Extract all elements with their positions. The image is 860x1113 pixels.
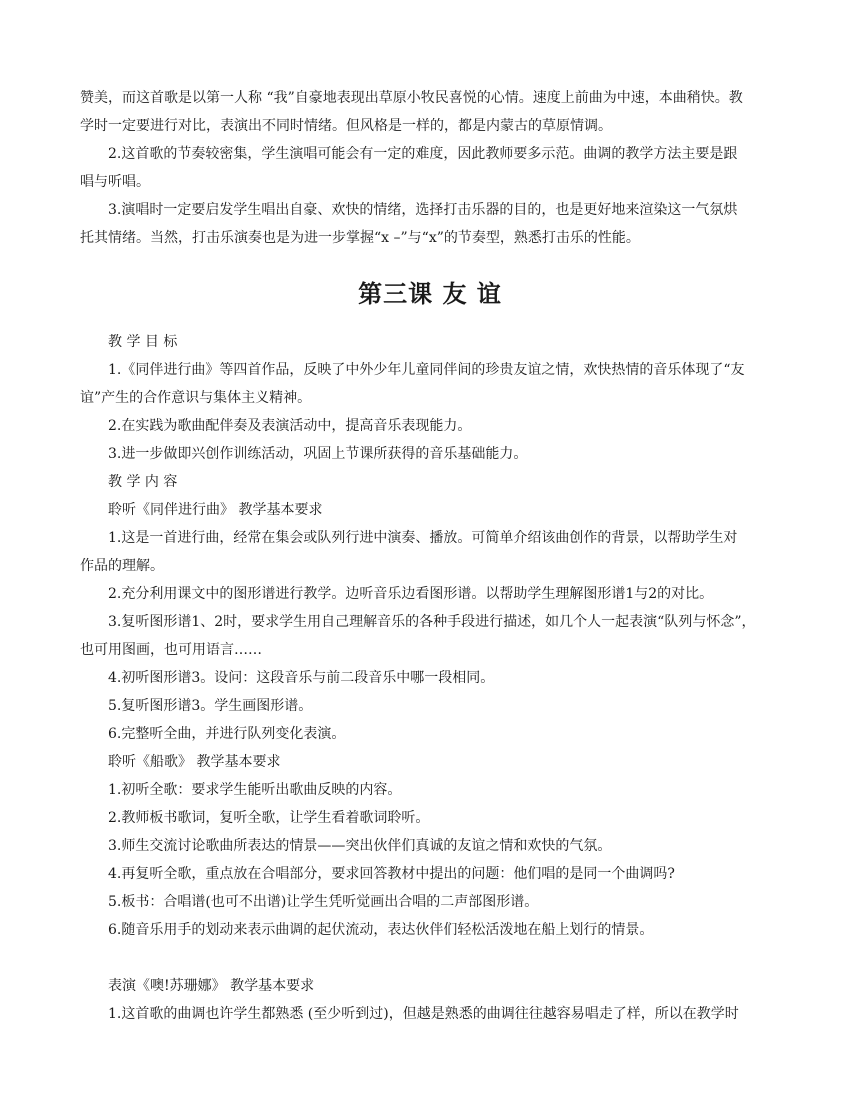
intro-paragraph-1-line-2: 学时一定要进行对比，表演出不同时情绪。但风格是一样的，都是内蒙古的草原情调。 [80, 118, 612, 134]
objective-2: 2.在实践为歌曲配伴奏及表演活动中，提高音乐表现能力。 [108, 418, 472, 434]
section-3-item-1-line-1: 1.这首歌的曲调也许学生都熟悉 (至少听到过)，但越是熟悉的曲调往往越容易唱走了样，所以在教学时 [108, 1006, 739, 1022]
blank-line [80, 944, 780, 972]
section-2-item-3: 3.师生交流讨论歌曲所表达的情景——突出伙伴们真诚的友谊之情和欢快的气氛。 [108, 838, 612, 854]
objective-3: 3.进一步做即兴创作训练活动，巩固上节课所获得的音乐基础能力。 [108, 446, 528, 462]
section-1-item-3-line-2: 也可用图画，也可用语言…… [80, 642, 262, 658]
intro-paragraph-2-line-2: 唱与听唱。 [80, 174, 150, 190]
section-1-item-1-line-2: 作品的理解。 [80, 558, 164, 574]
section-1-item-3-line-1: 3.复听图形谱1、2时，要求学生用自己理解音乐的各种手段进行描述，如几个人一起表演“队列与怀念”， [108, 614, 756, 630]
section-2-item-1: 1.初听全歌：要求学生能听出歌曲反映的内容。 [108, 782, 402, 798]
objectives-heading: 教 学 目 标 [108, 334, 178, 350]
objective-1-line-1: 1.《同伴进行曲》等四首作品，反映了中外少年儿童同伴间的珍贵友谊之情，欢快热情的音乐体现了“友 [108, 362, 745, 378]
section-2-item-2: 2.教师板书歌词，复听全歌，让学生看着歌词聆听。 [108, 810, 430, 826]
section-2-heading: 聆听《船歌》 教学基本要求 [108, 754, 281, 770]
intro-paragraph-2-line-1: 2.这首歌的节奏较密集，学生演唱可能会有一定的难度，因此教师要多示范。曲调的教学方法主要是跟 [108, 146, 738, 162]
section-3-heading: 表演《噢!苏珊娜》 教学基本要求 [108, 978, 315, 994]
section-1-item-4: 4.初听图形谱3。设问：这段音乐与前二段音乐中哪一段相同。 [108, 670, 495, 686]
intro-paragraph-3-line-1: 3.演唱时一定要启发学生唱出自豪、欢快的情绪，选择打击乐器的目的，也是更好地来渲染这一气氛烘 [108, 202, 738, 218]
section-1-heading: 聆听《同伴进行曲》 教学基本要求 [108, 502, 323, 518]
lesson-title: 第三课 友 谊 [358, 280, 502, 308]
content-heading: 教 学 内 容 [108, 474, 178, 490]
section-1-item-2: 2.充分利用课文中的图形谱进行教学。边听音乐边看图形谱。以帮助学生理解图形谱1与2的对比。 [108, 586, 714, 602]
intro-paragraph-1-line-1: 赞美，而这首歌是以第一人称 “我”自豪地表现出草原小牧民喜悦的心情。速度上前曲为中速，本曲稍快。教 [80, 90, 743, 106]
section-1-item-1-line-1: 1.这是一首进行曲，经常在集会或队列行进中演奏、播放。可简单介绍该曲创作的背景，以帮助学生对 [108, 530, 738, 546]
section-2-item-6: 6.随音乐用手的划动来表示曲调的起伏流动，表达伙伴们轻松活泼地在船上划行的情景。 [108, 922, 654, 938]
section-1-item-5: 5.复听图形谱3。学生画图形谱。 [108, 698, 313, 714]
section-2-item-4: 4.再复听全歌，重点放在合唱部分，要求回答教材中提出的问题：他们唱的是同一个曲调吗? [108, 866, 675, 882]
objective-1-line-2: 谊”产生的合作意识与集体主义精神。 [80, 390, 312, 406]
section-2-item-5: 5.板书：合唱谱(也可不出谱)让学生凭听觉画出合唱的二声部图形谱。 [108, 894, 539, 910]
intro-paragraph-3-line-2: 托其情绪。当然，打击乐演奏也是为进一步掌握“x –”与“x”的节奏型，熟悉打击乐的性能。 [80, 230, 640, 246]
section-1-item-6: 6.完整听全曲，并进行队列变化表演。 [108, 726, 346, 742]
document-page [80, 84, 780, 1028]
